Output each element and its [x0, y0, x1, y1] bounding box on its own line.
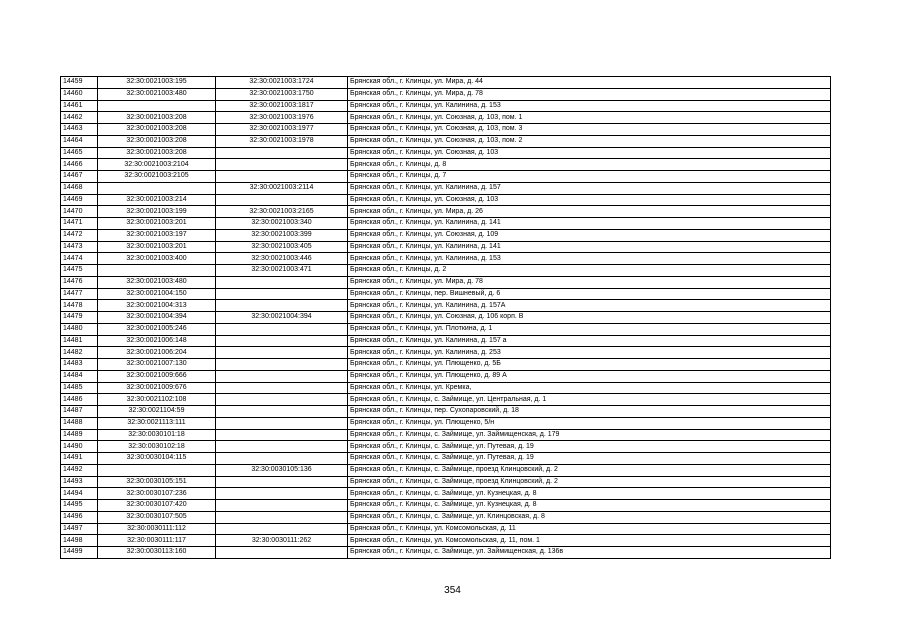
address-cell: Брянская обл., г. Клинцы, ул. Калинина, д. 157А: [348, 300, 831, 312]
table-row: [61, 535, 831, 547]
address-cell: Брянская обл., г. Клинцы, ул. Союзная, д. 103, пом. 1: [348, 112, 831, 124]
table-row: [61, 112, 831, 124]
address-cell: Брянская обл., г. Клинцы, ул. Союзная, д. 103: [348, 194, 831, 206]
address-cell: Брянская обл., г. Клинцы, ул. Кремка,: [348, 382, 831, 394]
table-row: [61, 370, 831, 382]
parcel-cadastral-number-cell: 32:30:0021007:130: [98, 359, 216, 371]
address-cell: Брянская обл., г. Клинцы, с. Займище, ул. Путевая, д. 19: [348, 453, 831, 465]
address-cell: Брянская обл., г. Клинцы, с. Займище, ул. Центральная, д. 1: [348, 394, 831, 406]
object-cadastral-number-cell: [216, 382, 348, 394]
record-number-cell: 14486: [61, 394, 98, 406]
object-cadastral-number-cell: 32:30:0021003:471: [216, 265, 348, 277]
page-number: 354: [444, 585, 461, 596]
object-cadastral-number-cell: [216, 441, 348, 453]
address-cell: Брянская обл., г. Клинцы, ул. Союзная, д. 103: [348, 147, 831, 159]
records-table: [60, 76, 831, 559]
record-number-cell: 14483: [61, 359, 98, 371]
object-cadastral-number-cell: [216, 347, 348, 359]
address-cell: Брянская обл., г. Клинцы, ул. Калинина, д. 153: [348, 100, 831, 112]
parcel-cadastral-number-cell: 32:30:0021113:111: [98, 417, 216, 429]
address-cell: Брянская обл., г. Клинцы, с. Займище, ул. Кузнецкая, д. 8: [348, 488, 831, 500]
record-number-cell: 14468: [61, 182, 98, 194]
object-cadastral-number-cell: [216, 276, 348, 288]
object-cadastral-number-cell: [216, 370, 348, 382]
address-cell: Брянская обл., г. Клинцы, с. Займище, ул. Путевая, д. 19: [348, 441, 831, 453]
table-row: [61, 511, 831, 523]
table-row: [61, 241, 831, 253]
address-cell: Брянская обл., г. Клинцы, ул. Мира, д. 26: [348, 206, 831, 218]
address-cell: Брянская обл., г. Клинцы, ул. Калинина, д. 153: [348, 253, 831, 265]
parcel-cadastral-number-cell: 32:30:0021003:195: [98, 77, 216, 89]
record-number-cell: 14477: [61, 288, 98, 300]
object-cadastral-number-cell: [216, 500, 348, 512]
address-cell: Брянская обл., г. Клинцы, ул. Союзная, д. 106 корп. В: [348, 312, 831, 324]
address-cell: Брянская обл., г. Клинцы, с. Займище, проезд Клинцовский, д. 2: [348, 464, 831, 476]
parcel-cadastral-number-cell: 32:30:0021003:2104: [98, 159, 216, 171]
record-number-cell: 14484: [61, 370, 98, 382]
object-cadastral-number-cell: [216, 147, 348, 159]
object-cadastral-number-cell: 32:30:0021003:1977: [216, 124, 348, 136]
parcel-cadastral-number-cell: 32:30:0021003:208: [98, 147, 216, 159]
table-row: [61, 300, 831, 312]
record-number-cell: 14463: [61, 124, 98, 136]
parcel-cadastral-number-cell: 32:30:0021003:208: [98, 124, 216, 136]
parcel-cadastral-number-cell: 32:30:0021003:2105: [98, 171, 216, 183]
record-number-cell: 14460: [61, 88, 98, 100]
parcel-cadastral-number-cell: 32:30:0021003:199: [98, 206, 216, 218]
object-cadastral-number-cell: 32:30:0030105:136: [216, 464, 348, 476]
record-number-cell: 14464: [61, 135, 98, 147]
address-cell: Брянская обл., г. Клинцы, ул. Плющенко, д. 89 А: [348, 370, 831, 382]
parcel-cadastral-number-cell: [98, 464, 216, 476]
object-cadastral-number-cell: [216, 335, 348, 347]
address-cell: Брянская обл., г. Клинцы, пер. Вишневый, д. 6: [348, 288, 831, 300]
table-row: [61, 441, 831, 453]
object-cadastral-number-cell: [216, 453, 348, 465]
parcel-cadastral-number-cell: 32:30:0030101:18: [98, 429, 216, 441]
record-number-cell: 14485: [61, 382, 98, 394]
object-cadastral-number-cell: 32:30:0021003:1978: [216, 135, 348, 147]
table-row: [61, 182, 831, 194]
object-cadastral-number-cell: 32:30:0021003:2114: [216, 182, 348, 194]
table-row: [61, 476, 831, 488]
record-number-cell: 14493: [61, 476, 98, 488]
address-cell: Брянская обл., г. Клинцы, ул. Мира, д. 78: [348, 276, 831, 288]
address-cell: Брянская обл., г. Клинцы, ул. Мира, д. 44: [348, 77, 831, 89]
address-cell: Брянская обл., г. Клинцы, ул. Калинина, д. 141: [348, 241, 831, 253]
parcel-cadastral-number-cell: 32:30:0021003:480: [98, 276, 216, 288]
parcel-cadastral-number-cell: 32:30:0021004:313: [98, 300, 216, 312]
object-cadastral-number-cell: [216, 406, 348, 418]
record-number-cell: 14488: [61, 417, 98, 429]
address-cell: Брянская обл., г. Клинцы, с. Займище, ул. Займищенская, д. 136в: [348, 547, 831, 559]
object-cadastral-number-cell: 32:30:0021004:394: [216, 312, 348, 324]
parcel-cadastral-number-cell: 32:30:0021003:197: [98, 229, 216, 241]
address-cell: Брянская обл., г. Клинцы, ул. Плющенко, д. 5Б: [348, 359, 831, 371]
record-number-cell: 14465: [61, 147, 98, 159]
object-cadastral-number-cell: 32:30:0021003:399: [216, 229, 348, 241]
record-number-cell: 14489: [61, 429, 98, 441]
parcel-cadastral-number-cell: 32:30:0021006:204: [98, 347, 216, 359]
record-number-cell: 14495: [61, 500, 98, 512]
address-cell: Брянская обл., г. Клинцы, ул. Союзная, д. 109: [348, 229, 831, 241]
record-number-cell: 14474: [61, 253, 98, 265]
table-row: [61, 77, 831, 89]
object-cadastral-number-cell: 32:30:0021003:2165: [216, 206, 348, 218]
table-row: [61, 88, 831, 100]
parcel-cadastral-number-cell: 32:30:0030107:420: [98, 500, 216, 512]
record-number-cell: 14469: [61, 194, 98, 206]
parcel-cadastral-number-cell: 32:30:0021003:208: [98, 112, 216, 124]
parcel-cadastral-number-cell: 32:30:0021003:400: [98, 253, 216, 265]
table-row: [61, 206, 831, 218]
address-cell: Брянская обл., г. Клинцы, с. Займище, проезд Клинцовский, д. 2: [348, 476, 831, 488]
address-cell: Брянская обл., г. Клинцы, ул. Союзная, д. 103, пом. 2: [348, 135, 831, 147]
record-number-cell: 14478: [61, 300, 98, 312]
address-cell: Брянская обл., г. Клинцы, д. 8: [348, 159, 831, 171]
object-cadastral-number-cell: 32:30:0021003:1724: [216, 77, 348, 89]
object-cadastral-number-cell: [216, 429, 348, 441]
address-cell: Брянская обл., г. Клинцы, пер. Сухопаровский, д. 18: [348, 406, 831, 418]
table-row: [61, 382, 831, 394]
object-cadastral-number-cell: 32:30:0021003:1817: [216, 100, 348, 112]
table-row: [61, 194, 831, 206]
table-row: [61, 464, 831, 476]
parcel-cadastral-number-cell: 32:30:0030113:160: [98, 547, 216, 559]
record-number-cell: 14498: [61, 535, 98, 547]
address-cell: Брянская обл., г. Клинцы, ул. Плоткина, д. 1: [348, 323, 831, 335]
parcel-cadastral-number-cell: 32:30:0021003:208: [98, 135, 216, 147]
record-number-cell: 14467: [61, 171, 98, 183]
object-cadastral-number-cell: 32:30:0030111:262: [216, 535, 348, 547]
table-row: [61, 288, 831, 300]
address-cell: Брянская обл., г. Клинцы, с. Займище, ул. Клинцовская, д. 8: [348, 511, 831, 523]
object-cadastral-number-cell: [216, 547, 348, 559]
record-number-cell: 14499: [61, 547, 98, 559]
table-row: [61, 547, 831, 559]
parcel-cadastral-number-cell: 32:30:0021003:214: [98, 194, 216, 206]
parcel-cadastral-number-cell: 32:30:0021004:394: [98, 312, 216, 324]
object-cadastral-number-cell: 32:30:0021003:1976: [216, 112, 348, 124]
object-cadastral-number-cell: 32:30:0021003:405: [216, 241, 348, 253]
table-row: [61, 488, 831, 500]
object-cadastral-number-cell: [216, 476, 348, 488]
object-cadastral-number-cell: [216, 159, 348, 171]
record-number-cell: 14459: [61, 77, 98, 89]
address-cell: Брянская обл., г. Клинцы, ул. Калинина, д. 141: [348, 218, 831, 230]
record-number-cell: 14471: [61, 218, 98, 230]
table-row: [61, 500, 831, 512]
object-cadastral-number-cell: [216, 288, 348, 300]
table-row: [61, 171, 831, 183]
record-number-cell: 14497: [61, 523, 98, 535]
object-cadastral-number-cell: [216, 300, 348, 312]
table-row: [61, 453, 831, 465]
record-number-cell: 14473: [61, 241, 98, 253]
object-cadastral-number-cell: 32:30:0021003:340: [216, 218, 348, 230]
record-number-cell: 14494: [61, 488, 98, 500]
object-cadastral-number-cell: 32:30:0021003:1750: [216, 88, 348, 100]
table-row: [61, 276, 831, 288]
table-row: [61, 265, 831, 277]
record-number-cell: 14466: [61, 159, 98, 171]
table-row: [61, 429, 831, 441]
address-cell: Брянская обл., г. Клинцы, ул. Комсомольская, д. 11: [348, 523, 831, 535]
table-row: [61, 523, 831, 535]
parcel-cadastral-number-cell: 32:30:0030111:117: [98, 535, 216, 547]
table-row: [61, 335, 831, 347]
record-number-cell: 14482: [61, 347, 98, 359]
record-number-cell: 14479: [61, 312, 98, 324]
address-cell: Брянская обл., г. Клинцы, ул. Союзная, д. 103, пом. 3: [348, 124, 831, 136]
address-cell: Брянская обл., г. Клинцы, ул. Мира, д. 78: [348, 88, 831, 100]
parcel-cadastral-number-cell: 32:30:0021009:676: [98, 382, 216, 394]
object-cadastral-number-cell: [216, 171, 348, 183]
parcel-cadastral-number-cell: 32:30:0021005:246: [98, 323, 216, 335]
parcel-cadastral-number-cell: [98, 182, 216, 194]
object-cadastral-number-cell: [216, 323, 348, 335]
address-cell: Брянская обл., г. Клинцы, ул. Калинина, д. 157 а: [348, 335, 831, 347]
address-cell: Брянская обл., г. Клинцы, ул. Плющенко, 5/н: [348, 417, 831, 429]
record-number-cell: 14475: [61, 265, 98, 277]
object-cadastral-number-cell: [216, 394, 348, 406]
address-cell: Брянская обл., г. Клинцы, д. 2: [348, 265, 831, 277]
table-row: [61, 347, 831, 359]
table-row: [61, 229, 831, 241]
table-row: [61, 359, 831, 371]
object-cadastral-number-cell: [216, 194, 348, 206]
address-cell: Брянская обл., г. Клинцы, с. Займище, ул. Займищенская, д. 179: [348, 429, 831, 441]
parcel-cadastral-number-cell: 32:30:0030111:112: [98, 523, 216, 535]
address-cell: Брянская обл., г. Клинцы, ул. Калинина, д. 157: [348, 182, 831, 194]
object-cadastral-number-cell: [216, 488, 348, 500]
address-cell: Брянская обл., г. Клинцы, с. Займище, ул. Кузнецкая, д. 8: [348, 500, 831, 512]
address-cell: Брянская обл., г. Клинцы, д. 7: [348, 171, 831, 183]
parcel-cadastral-number-cell: 32:30:0030104:115: [98, 453, 216, 465]
table-row: [61, 253, 831, 265]
table-row: [61, 312, 831, 324]
parcel-cadastral-number-cell: 32:30:0021003:480: [98, 88, 216, 100]
table-row: [61, 124, 831, 136]
table-row: [61, 323, 831, 335]
record-number-cell: 14472: [61, 229, 98, 241]
record-number-cell: 14461: [61, 100, 98, 112]
parcel-cadastral-number-cell: 32:30:0021009:666: [98, 370, 216, 382]
object-cadastral-number-cell: [216, 359, 348, 371]
object-cadastral-number-cell: [216, 523, 348, 535]
record-number-cell: 14492: [61, 464, 98, 476]
object-cadastral-number-cell: [216, 417, 348, 429]
parcel-cadastral-number-cell: 32:30:0030105:151: [98, 476, 216, 488]
table-row: [61, 394, 831, 406]
record-number-cell: 14480: [61, 323, 98, 335]
table-row: [61, 159, 831, 171]
object-cadastral-number-cell: [216, 511, 348, 523]
records-table-body: [61, 77, 831, 559]
record-number-cell: 14476: [61, 276, 98, 288]
record-number-cell: 14491: [61, 453, 98, 465]
record-number-cell: 14462: [61, 112, 98, 124]
parcel-cadastral-number-cell: 32:30:0021003:201: [98, 218, 216, 230]
parcel-cadastral-number-cell: 32:30:0021104:59: [98, 406, 216, 418]
parcel-cadastral-number-cell: 32:30:0021004:150: [98, 288, 216, 300]
parcel-cadastral-number-cell: 32:30:0030107:236: [98, 488, 216, 500]
table-row: [61, 100, 831, 112]
record-number-cell: 14496: [61, 511, 98, 523]
table-row: [61, 417, 831, 429]
parcel-cadastral-number-cell: 32:30:0030107:505: [98, 511, 216, 523]
address-cell: Брянская обл., г. Клинцы, ул. Комсомольская, д. 11, пом. 1: [348, 535, 831, 547]
parcel-cadastral-number-cell: 32:30:0021102:108: [98, 394, 216, 406]
parcel-cadastral-number-cell: [98, 265, 216, 277]
table-row: [61, 135, 831, 147]
table-row: [61, 406, 831, 418]
parcel-cadastral-number-cell: [98, 100, 216, 112]
address-cell: Брянская обл., г. Клинцы, ул. Калинина, д. 253: [348, 347, 831, 359]
table-row: [61, 218, 831, 230]
record-number-cell: 14470: [61, 206, 98, 218]
record-number-cell: 14487: [61, 406, 98, 418]
object-cadastral-number-cell: 32:30:0021003:446: [216, 253, 348, 265]
record-number-cell: 14490: [61, 441, 98, 453]
parcel-cadastral-number-cell: 32:30:0030102:18: [98, 441, 216, 453]
record-number-cell: 14481: [61, 335, 98, 347]
parcel-cadastral-number-cell: 32:30:0021003:201: [98, 241, 216, 253]
table-row: [61, 147, 831, 159]
parcel-cadastral-number-cell: 32:30:0021006:148: [98, 335, 216, 347]
